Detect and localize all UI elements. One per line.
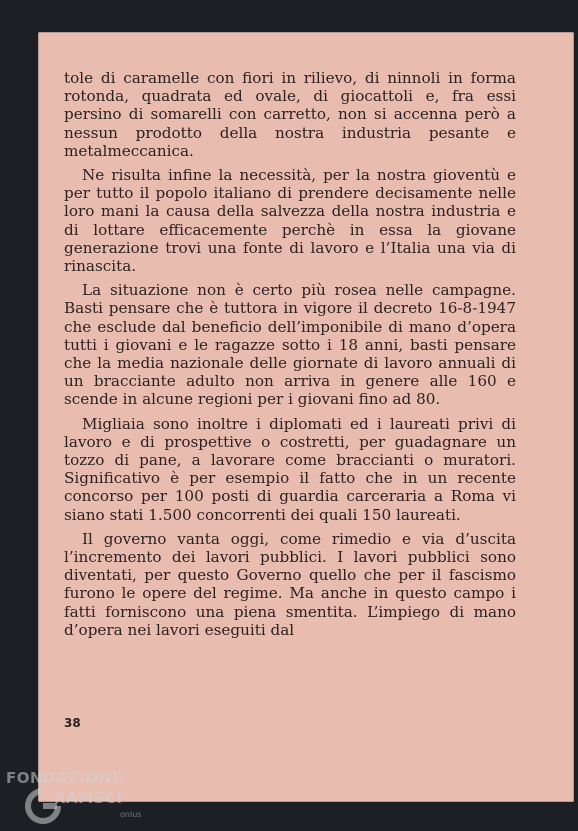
watermark [2,765,152,831]
watermark-line-1: FONDAZIONE [6,769,123,787]
page-number: 38 [64,716,81,730]
paragraph-1: tole di caramelle con fiori in rilievo, di ninnoli in forma rotonda, quadrata ed ovale, di giocattoli e, fra essi persino di somarelli con carretto, non si accenna però a nessun prodotto della nostra industria pesante e metalmeccanica. [64,69,516,160]
paragraph-5: Il governo vanta oggi, come rimedio e via d’uscita l’incremento dei lavori pubblici. I lavori pubblici sono diventati, per questo Governo quello che per il fascismo furono le opere del regime. Ma anche in questo campo i fatti forniscono una piena smentita. L’impiego di mano d’opera nei lavori eseguiti dal [64,529,516,639]
paragraph-3: La situazione non è certo più rosea nelle campagne. Basti pensare che è tuttora in vigore il decreto 16-8-1947 che esclude dal beneficio dell’imponibile di mano d’opera tutti i giovani e le ragazze sotto i 18 anni, basti pensare che la media nazionale delle giornate di lavoro annuali di un bracciante adulto non arriva in genere alle 160 e scende in alcune regioni per i giovani fino ad 80. [64,281,516,409]
paragraph-2: Ne risulta infine la necessità, per la nostra gioventù e per tutto il popolo italiano di prendere decisamente nelle loro mani la causa della salvezza della nostra industria e di lottare efficacemente perchè in essa la giovane generazione trovi una fonte di lavoro e l’Italia una via di rinascita. [64,166,516,276]
watermark-line-2: RAMSCI [54,789,123,807]
paragraph-4: Migliaia sono inoltre i diplomati ed i laureati privi di lavoro e di prospettive o costretti, per guadagnare un tozzo di pane, a lavorare come braccianti o muratori. Significativo è per esempio il fatto che in un recente concorso per 100 posti di guardia carceraria a Roma vi siano stati 1.500 concorrenti dei quali 150 laureati. [64,414,516,524]
page-body-text [64,69,516,645]
watermark-line-3: onlus [120,810,142,819]
